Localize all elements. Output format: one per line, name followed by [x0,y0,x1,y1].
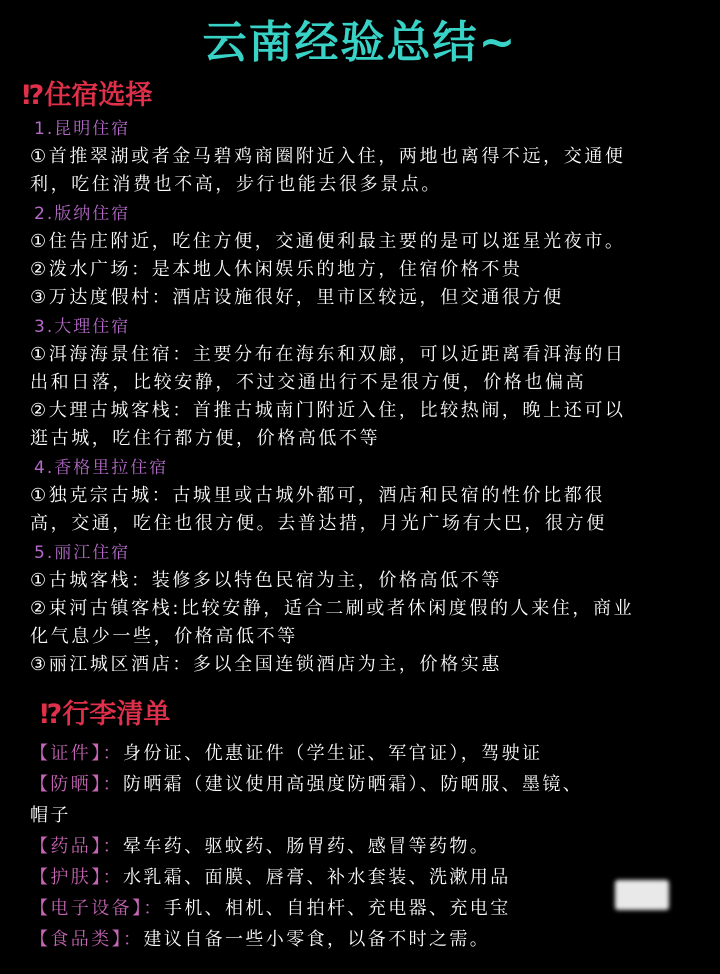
text-line: ①首推翠湖或者金马碧鸡商圈附近入住，两地也离得不远，交通便 [30,146,626,167]
list-item [30,801,698,831]
item-text: 水乳霜、面膜、唇膏、补水套装、洗漱用品 [123,867,511,888]
item-text: 手机、相机、自拍杆、充电器、充电宝 [163,898,511,919]
item-tag: 【防晒】： [30,774,123,795]
lodging-group-banna [30,201,692,312]
group-label: 4.香格里拉住宿 [34,458,169,478]
text-line: 出和日落，比较安静，不过交通出行不是很方便，价格也偏高 [30,372,587,393]
list-item [30,863,698,893]
list-item [30,925,698,955]
list-item [30,894,698,924]
lodging-group-shangrila [30,455,692,538]
text-line: ①独克宗古城：古城里或古城外都可，酒店和民宿的性价比都很 [30,485,605,506]
item-tag: 【电子设备】： [30,898,164,919]
lodging-group-lijiang [30,540,692,679]
lodging-group-dali [30,314,692,453]
group-label: 3.大理住宿 [34,317,131,337]
group-label: 5.丽江住宿 [34,543,131,563]
item-text: 建议自备一些小零食，以备不时之需。 [143,929,491,950]
text-line: ③丽江城区酒店：多以全国连锁酒店为主，价格实惠 [30,654,502,675]
text-line: ①洱海海景住宿：主要分布在海东和双廊，可以近距离看洱海的日 [30,344,626,365]
list-item [30,739,698,769]
item-tag: 【证件】： [30,743,123,764]
text-line: ②泼水广场：是本地人休闲娱乐的地方，住宿价格不贵 [30,259,523,280]
text-line: ①古城客栈：装修多以特色民宿为主，价格高低不等 [30,570,502,591]
exclamation-question-icon: ⁉ [40,699,63,730]
group-label: 2.版纳住宿 [34,204,131,224]
text-line: 逛古城，吃住行都方便，价格高低不等 [30,428,381,449]
list-item [30,770,698,800]
lodging-heading [22,78,720,114]
lodging-content [0,116,720,679]
packing-list [0,733,720,955]
text-line: 高，交通，吃住也很方便。去普达措，月光广场有大巴，很方便 [30,513,607,534]
text-line: 化气息少一些，价格高低不等 [30,626,298,647]
packing-heading-text: 行李清单 [62,699,171,730]
lodging-group-kunming [30,116,692,199]
watermark-smudge [615,880,669,910]
item-text: 身份证、优惠证件（学生证、军官证），驾驶证 [123,743,543,764]
text-line: 利，吃住消费也不高，步行也能去很多景点。 [30,174,442,195]
text-line: ②束河古镇客栈:比较安静，适合二刷或者休闲度假的人来住，商业 [30,598,635,619]
page-title: 云南经验总结~ [202,17,518,68]
item-text: 防晒霜（建议使用高强度防晒霜）、防晒服、墨镜、 [123,774,584,795]
group-label: 1.昆明住宿 [34,119,131,139]
item-tag: 【护肤】： [30,867,123,888]
text-line: ③万达度假村：酒店设施很好，里市区较远，但交通很方便 [30,287,564,308]
text-line: ②大理古城客栈：首推古城南门附近入住，比较热闹，晚上还可以 [30,400,626,421]
text-line: ①住告庄附近，吃住方便，交通便利最主要的是可以逛星光夜市。 [30,231,626,252]
item-tag: 【食品类】： [30,929,144,950]
item-text: 晕车药、驱蚊药、肠胃药、感冒等药物。 [123,836,491,857]
item-tag: 【药品】： [30,836,123,857]
exclamation-question-icon: ⁉ [22,80,45,111]
list-item [30,832,698,862]
packing-heading [40,697,720,733]
lodging-heading-text: 住宿选择 [44,80,153,111]
item-text: 帽子 [30,805,71,826]
